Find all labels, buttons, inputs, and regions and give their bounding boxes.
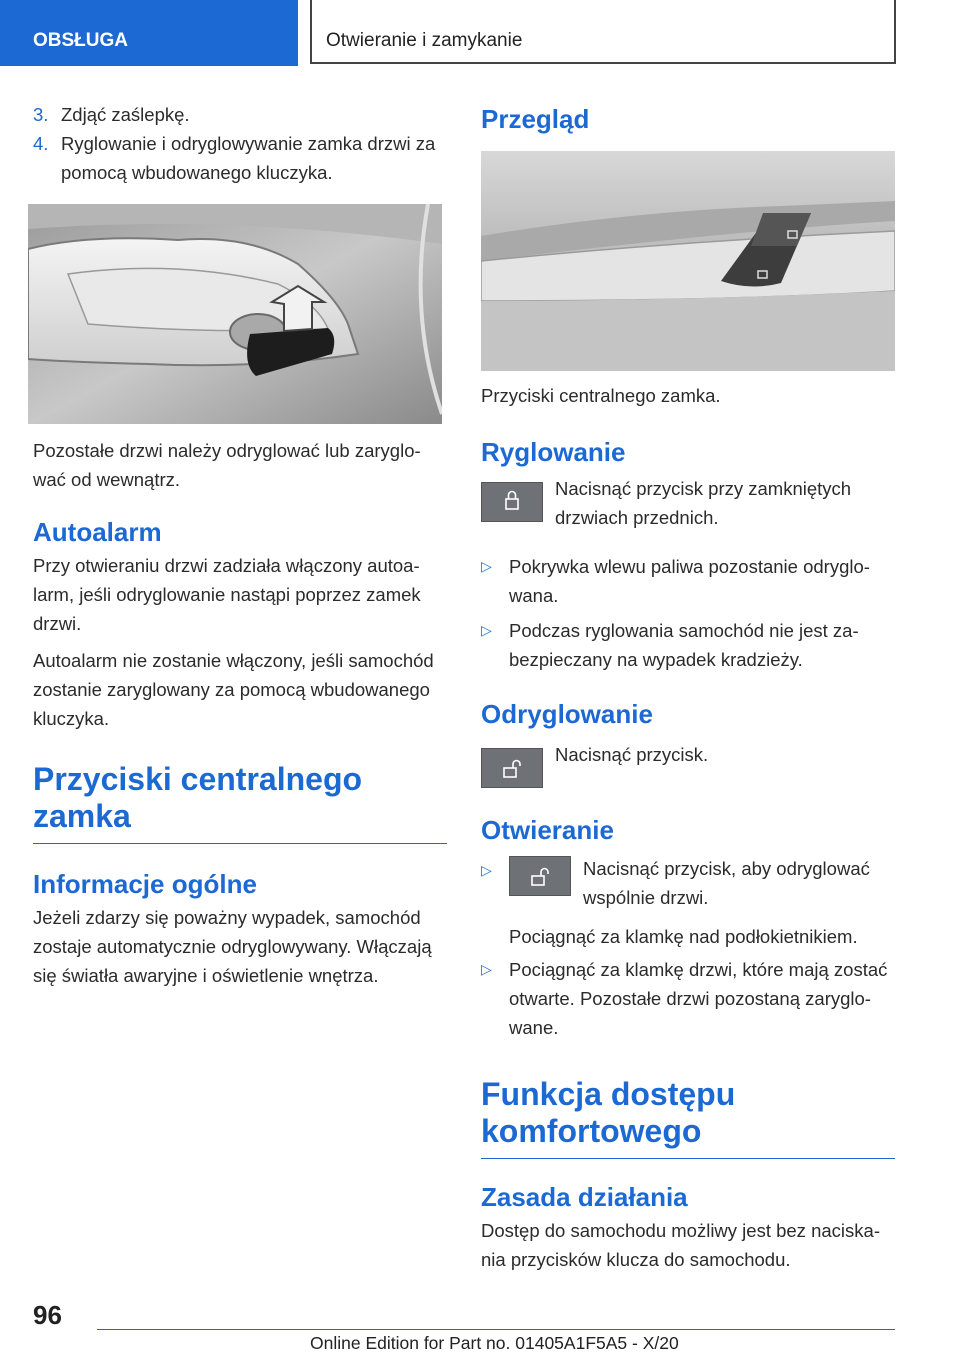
unlocking-instruction xyxy=(481,744,895,788)
step-text: Zdjąć zaślepkę. xyxy=(61,104,190,125)
left-column xyxy=(33,100,447,990)
step-number: 3. xyxy=(33,104,49,125)
unlocking-text: Nacisnąć przycisk. xyxy=(555,744,709,765)
autoalarm-paragraph-1: Przy otwieraniu drzwi zadziała włączony autoalarm, jeśli odryglowanie nastąpi poprzez zamek drzwi. xyxy=(33,555,421,634)
footer-edition: Online Edition for Part no. 01405A1F5A5 - X/20 xyxy=(310,1333,679,1353)
lock-button-icon xyxy=(481,482,543,522)
bullet-text: Pociągnąć za klamkę drzwi, które mają zostać otwarte. Pozostałe drzwi pozostaną zaryglowane. xyxy=(509,959,888,1038)
chapter-title: Otwieranie i zamykanie xyxy=(310,0,896,64)
right-column xyxy=(481,100,895,1274)
page-number: 96 xyxy=(33,1300,62,1330)
steps-list xyxy=(33,100,447,187)
bullet-text: Pokrywka wlewu paliwa pozostanie odryglowana. xyxy=(509,556,870,606)
opening-bullet xyxy=(481,955,895,1042)
comfort-access-title: Funkcja dostępu komfortowego xyxy=(481,1076,895,1159)
door-handle-key-figure xyxy=(28,204,442,424)
unlock-button-icon xyxy=(481,748,543,788)
section-label: OBSŁUGA xyxy=(0,0,298,66)
opening-bullet xyxy=(481,856,895,951)
opening-note: Pociągnąć za klamkę nad podłokietnikiem. xyxy=(509,926,858,947)
central-lock-buttons-figure xyxy=(481,151,895,371)
principle-text: Dostęp do samochodu możliwy jest bez naciskania przycisków klucza do samochodu. xyxy=(481,1220,880,1270)
after-figure-text: Pozostałe drzwi należy odryglować lub zaryglować od wewnątrz. xyxy=(33,440,421,490)
autoalarm-heading: Autoalarm xyxy=(33,517,162,547)
bullet-triangle-icon: ▷ xyxy=(481,862,492,878)
opening-instruction xyxy=(509,856,895,912)
general-info-heading: Informacje ogólne xyxy=(33,869,257,899)
step-number: 4. xyxy=(33,133,49,154)
autoalarm-paragraph-2: Autoalarm nie zostanie włączony, jeśli samochód zostanie zaryglowany za pomocą wbudowanego kluczyka. xyxy=(33,650,434,729)
step-item xyxy=(33,129,447,187)
bullet-triangle-icon: ▷ xyxy=(481,622,492,638)
footer-divider xyxy=(97,1329,895,1330)
locking-bullet xyxy=(481,616,895,674)
principle-heading: Zasada działania xyxy=(481,1182,688,1212)
central-lock-title: Przyciski centralnego zamka xyxy=(33,761,447,844)
bullet-triangle-icon: ▷ xyxy=(481,558,492,574)
page-header xyxy=(0,0,960,66)
step-text: Ryglowanie i odryglowywanie zamka drzwi za pomocą wbudowanego kluczyka. xyxy=(61,133,436,183)
step-item xyxy=(33,100,447,129)
opening-text: Nacisnąć przycisk, aby odryglować wspólnie drzwi. xyxy=(583,858,870,908)
opening-heading: Otwieranie xyxy=(481,815,614,845)
bullet-text: Podczas ryglowania samochód nie jest zabezpieczany na wypadek kradzieży. xyxy=(509,620,859,670)
unlock-button-icon xyxy=(509,856,571,896)
locking-instruction xyxy=(481,478,895,532)
locking-text: Nacisnąć przycisk przy zamkniętych drzwiach przednich. xyxy=(555,478,852,528)
unlocking-heading: Odryglowanie xyxy=(481,699,653,729)
overview-heading: Przegląd xyxy=(481,104,590,134)
overview-caption: Przyciski centralnego zamka. xyxy=(481,385,721,406)
locking-bullet xyxy=(481,552,895,610)
bullet-triangle-icon: ▷ xyxy=(481,961,492,977)
locking-heading: Ryglowanie xyxy=(481,437,626,467)
general-info-text: Jeżeli zdarzy się poważny wypadek, samochód zostaje automatycznie odryglowywany. Włączają się światła awaryjne i oświetlenie wnętrza. xyxy=(33,907,432,986)
